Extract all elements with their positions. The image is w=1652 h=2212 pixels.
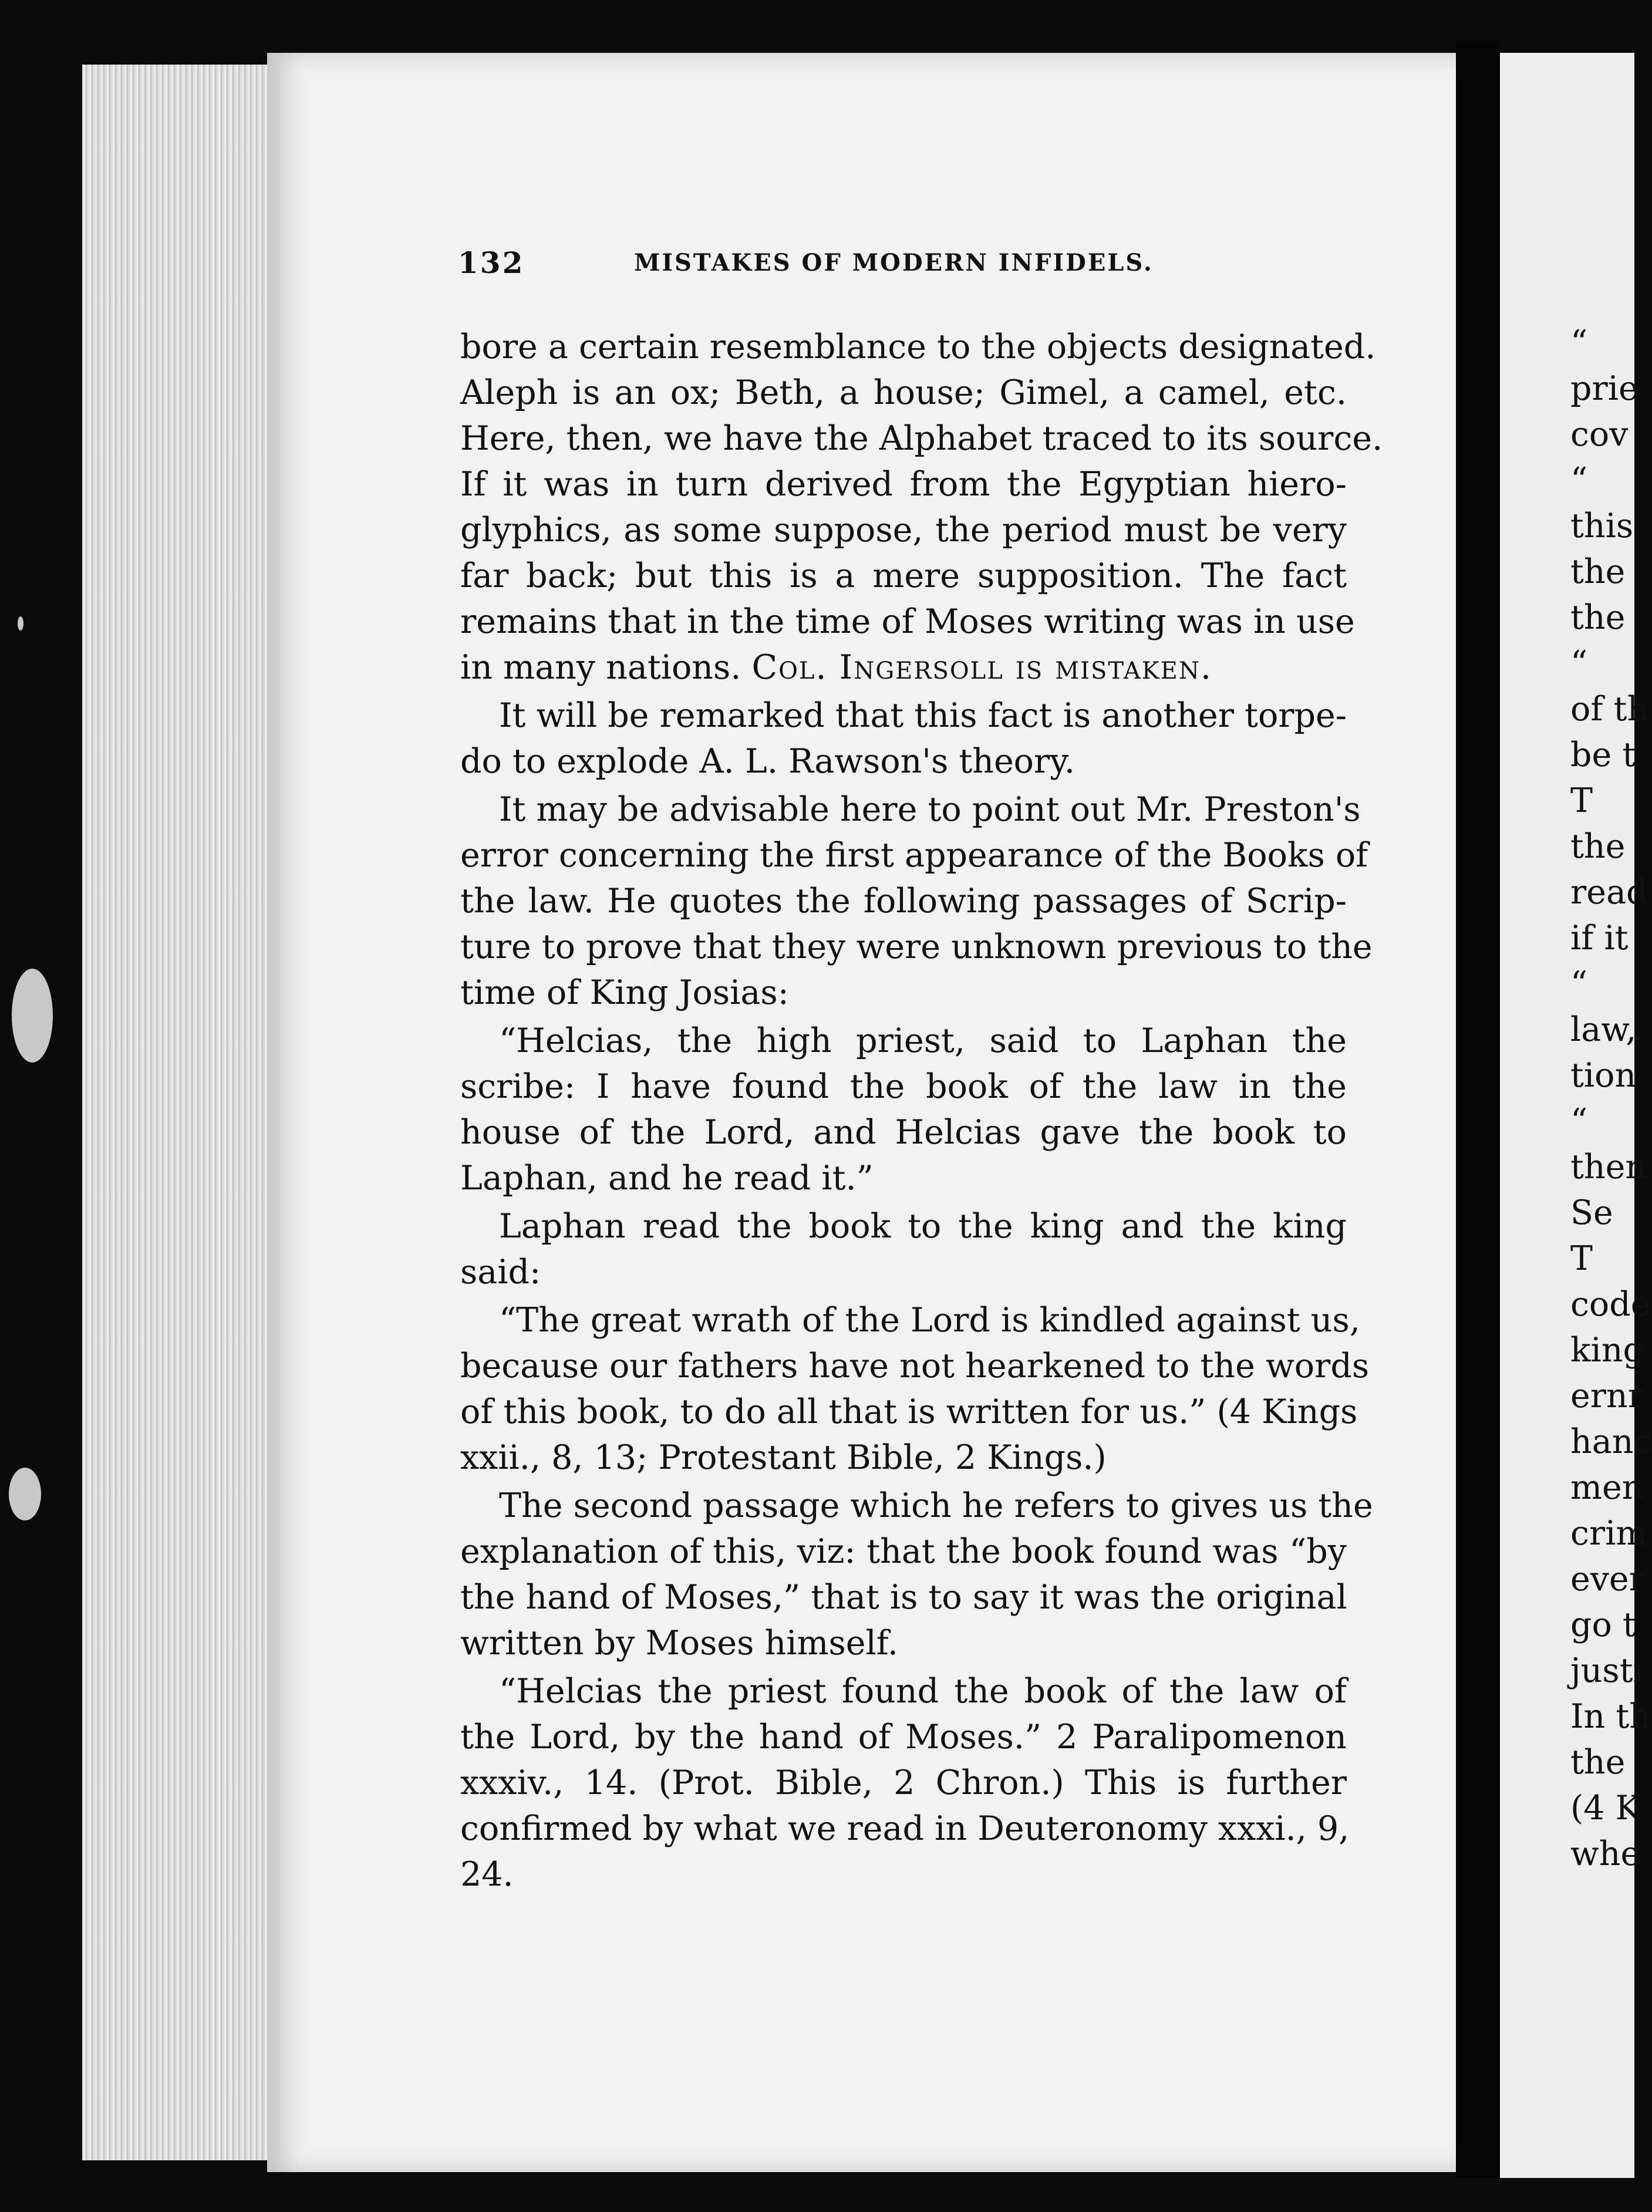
- text-line: “The great wrath of the Lord is kindled against us,: [499, 1301, 1360, 1340]
- text-fragment: in many nations.: [460, 648, 752, 687]
- facing-page-line: (4 K: [1570, 1789, 1641, 1827]
- text-line: house of the Lord, and Helcias gave the book to: [460, 1113, 1347, 1152]
- facing-page-line: “: [1570, 644, 1588, 683]
- facing-page-line: T: [1570, 781, 1593, 820]
- facing-page-line: king: [1570, 1331, 1644, 1370]
- small-caps-phrase: Col. Ingersoll is mistaken.: [751, 648, 1212, 687]
- text-line: error concerning the first appearance of the Books of: [460, 836, 1368, 875]
- text-line: xxii., 8, 13; Protestant Bible, 2 Kings.): [460, 1438, 1107, 1477]
- facing-page-line: crim: [1570, 1514, 1648, 1553]
- text-line: said:: [460, 1253, 541, 1292]
- facing-page-line: go t: [1570, 1606, 1636, 1644]
- book-page-edges: [82, 65, 276, 2160]
- facing-page-line: “: [1570, 1102, 1588, 1141]
- text-line: xxxiv., 14. (Prot. Bible, 2 Chron.) This is further: [460, 1763, 1347, 1802]
- book-gutter: [1456, 41, 1500, 2178]
- text-line: explanation of this, viz: that the book found was “by: [460, 1532, 1347, 1571]
- facing-page-line: “: [1570, 461, 1588, 500]
- facing-page-line: the: [1570, 598, 1626, 637]
- text-line: The second passage which he refers to gives us the: [499, 1486, 1373, 1525]
- facing-page-line: “: [1570, 323, 1588, 362]
- text-line: Aleph is an ox; Beth, a house; Gimel, a camel, etc.: [460, 373, 1347, 412]
- facing-page-line: men: [1570, 1468, 1644, 1507]
- text-line: It may be advisable here to point out Mr. Preston's: [499, 790, 1361, 829]
- facing-page-line: ever: [1570, 1560, 1645, 1599]
- scan-speck: [18, 616, 23, 630]
- page-number: 132: [458, 245, 525, 280]
- scan-speck: [12, 969, 53, 1063]
- text-line: bore a certain resemblance to the objects designated.: [460, 328, 1376, 366]
- facing-page-line: of th: [1570, 690, 1649, 729]
- text-line: confirmed by what we read in Deuteronomy xxxi., 9,: [460, 1809, 1350, 1848]
- running-title: MISTAKES OF MODERN INFIDELS.: [634, 249, 1154, 276]
- facing-page-line: prie: [1570, 369, 1638, 408]
- facing-page-line: law,: [1570, 1010, 1637, 1049]
- facing-page-line: then: [1570, 1148, 1647, 1186]
- text-line: “Helcias the priest found the book of the law of: [499, 1672, 1347, 1711]
- scan-speck: [9, 1468, 41, 1520]
- facing-page-text: [1500, 320, 1652, 1877]
- facing-page-line: read: [1570, 873, 1648, 912]
- facing-page-line: hanc: [1570, 1422, 1652, 1461]
- facing-page-line: be t: [1570, 736, 1636, 774]
- facing-page-line: the: [1570, 1743, 1626, 1782]
- text-line: time of King Josias:: [460, 973, 789, 1012]
- facing-page-line: code: [1570, 1285, 1651, 1324]
- text-line: the Lord, by the hand of Moses.” 2 Paralipomenon: [460, 1718, 1347, 1756]
- text-line: It will be remarked that this fact is another torpe-: [499, 696, 1347, 735]
- facing-page-line: whe: [1570, 1835, 1641, 1873]
- facing-page-line: this: [1570, 507, 1634, 545]
- text-line: ture to prove that they were unknown previous to the: [460, 928, 1373, 966]
- running-head: [458, 245, 1239, 281]
- facing-page-line: the: [1570, 827, 1626, 866]
- text-line: Laphan read the book to the king and the king: [499, 1207, 1347, 1246]
- text-line: “Helcias, the high priest, said to Laphan the: [499, 1021, 1347, 1060]
- facing-page-line: tion: [1570, 1056, 1637, 1095]
- text-line: remains that in the time of Moses writing was in use: [460, 602, 1355, 641]
- text-line: [460, 645, 1347, 690]
- text-line: scribe: I have found the book of the law in the: [460, 1067, 1347, 1106]
- text-line: Laphan, and he read it.”: [460, 1159, 874, 1198]
- facing-page-line: if it: [1570, 919, 1629, 957]
- facing-page-fragment: [1500, 53, 1652, 2178]
- text-line: 24.: [460, 1855, 514, 1894]
- facing-page-line: cov: [1570, 415, 1629, 454]
- text-line: the law. He quotes the following passages of Scrip-: [460, 882, 1347, 920]
- text-line: far back; but this is a mere supposition. The fact: [460, 557, 1347, 595]
- text-line: written by Moses himself.: [460, 1624, 898, 1663]
- facing-page-line: justi: [1570, 1651, 1644, 1690]
- facing-page-line: T: [1570, 1239, 1593, 1278]
- text-line: the hand of Moses,” that is to say it was the original: [460, 1578, 1347, 1617]
- facing-page-line: ernr: [1570, 1377, 1644, 1415]
- text-line: do to explode A. L. Rawson's theory.: [460, 742, 1075, 781]
- facing-page-line: the: [1570, 552, 1626, 591]
- facing-page-line: Se: [1570, 1193, 1613, 1232]
- body-text: [460, 324, 1383, 1897]
- facing-page-line: “: [1570, 965, 1588, 1003]
- text-line: Here, then, we have the Alphabet traced to its source.: [460, 419, 1383, 458]
- text-line: If it was in turn derived from the Egyptian hiero-: [460, 465, 1347, 504]
- text-line: glyphics, as some suppose, the period must be very: [460, 511, 1347, 549]
- text-line: because our fathers have not hearkened to the words: [460, 1347, 1370, 1385]
- text-line: of this book, to do all that is written for us.” (4 Kings: [460, 1392, 1358, 1431]
- facing-page-line: In th: [1570, 1697, 1651, 1736]
